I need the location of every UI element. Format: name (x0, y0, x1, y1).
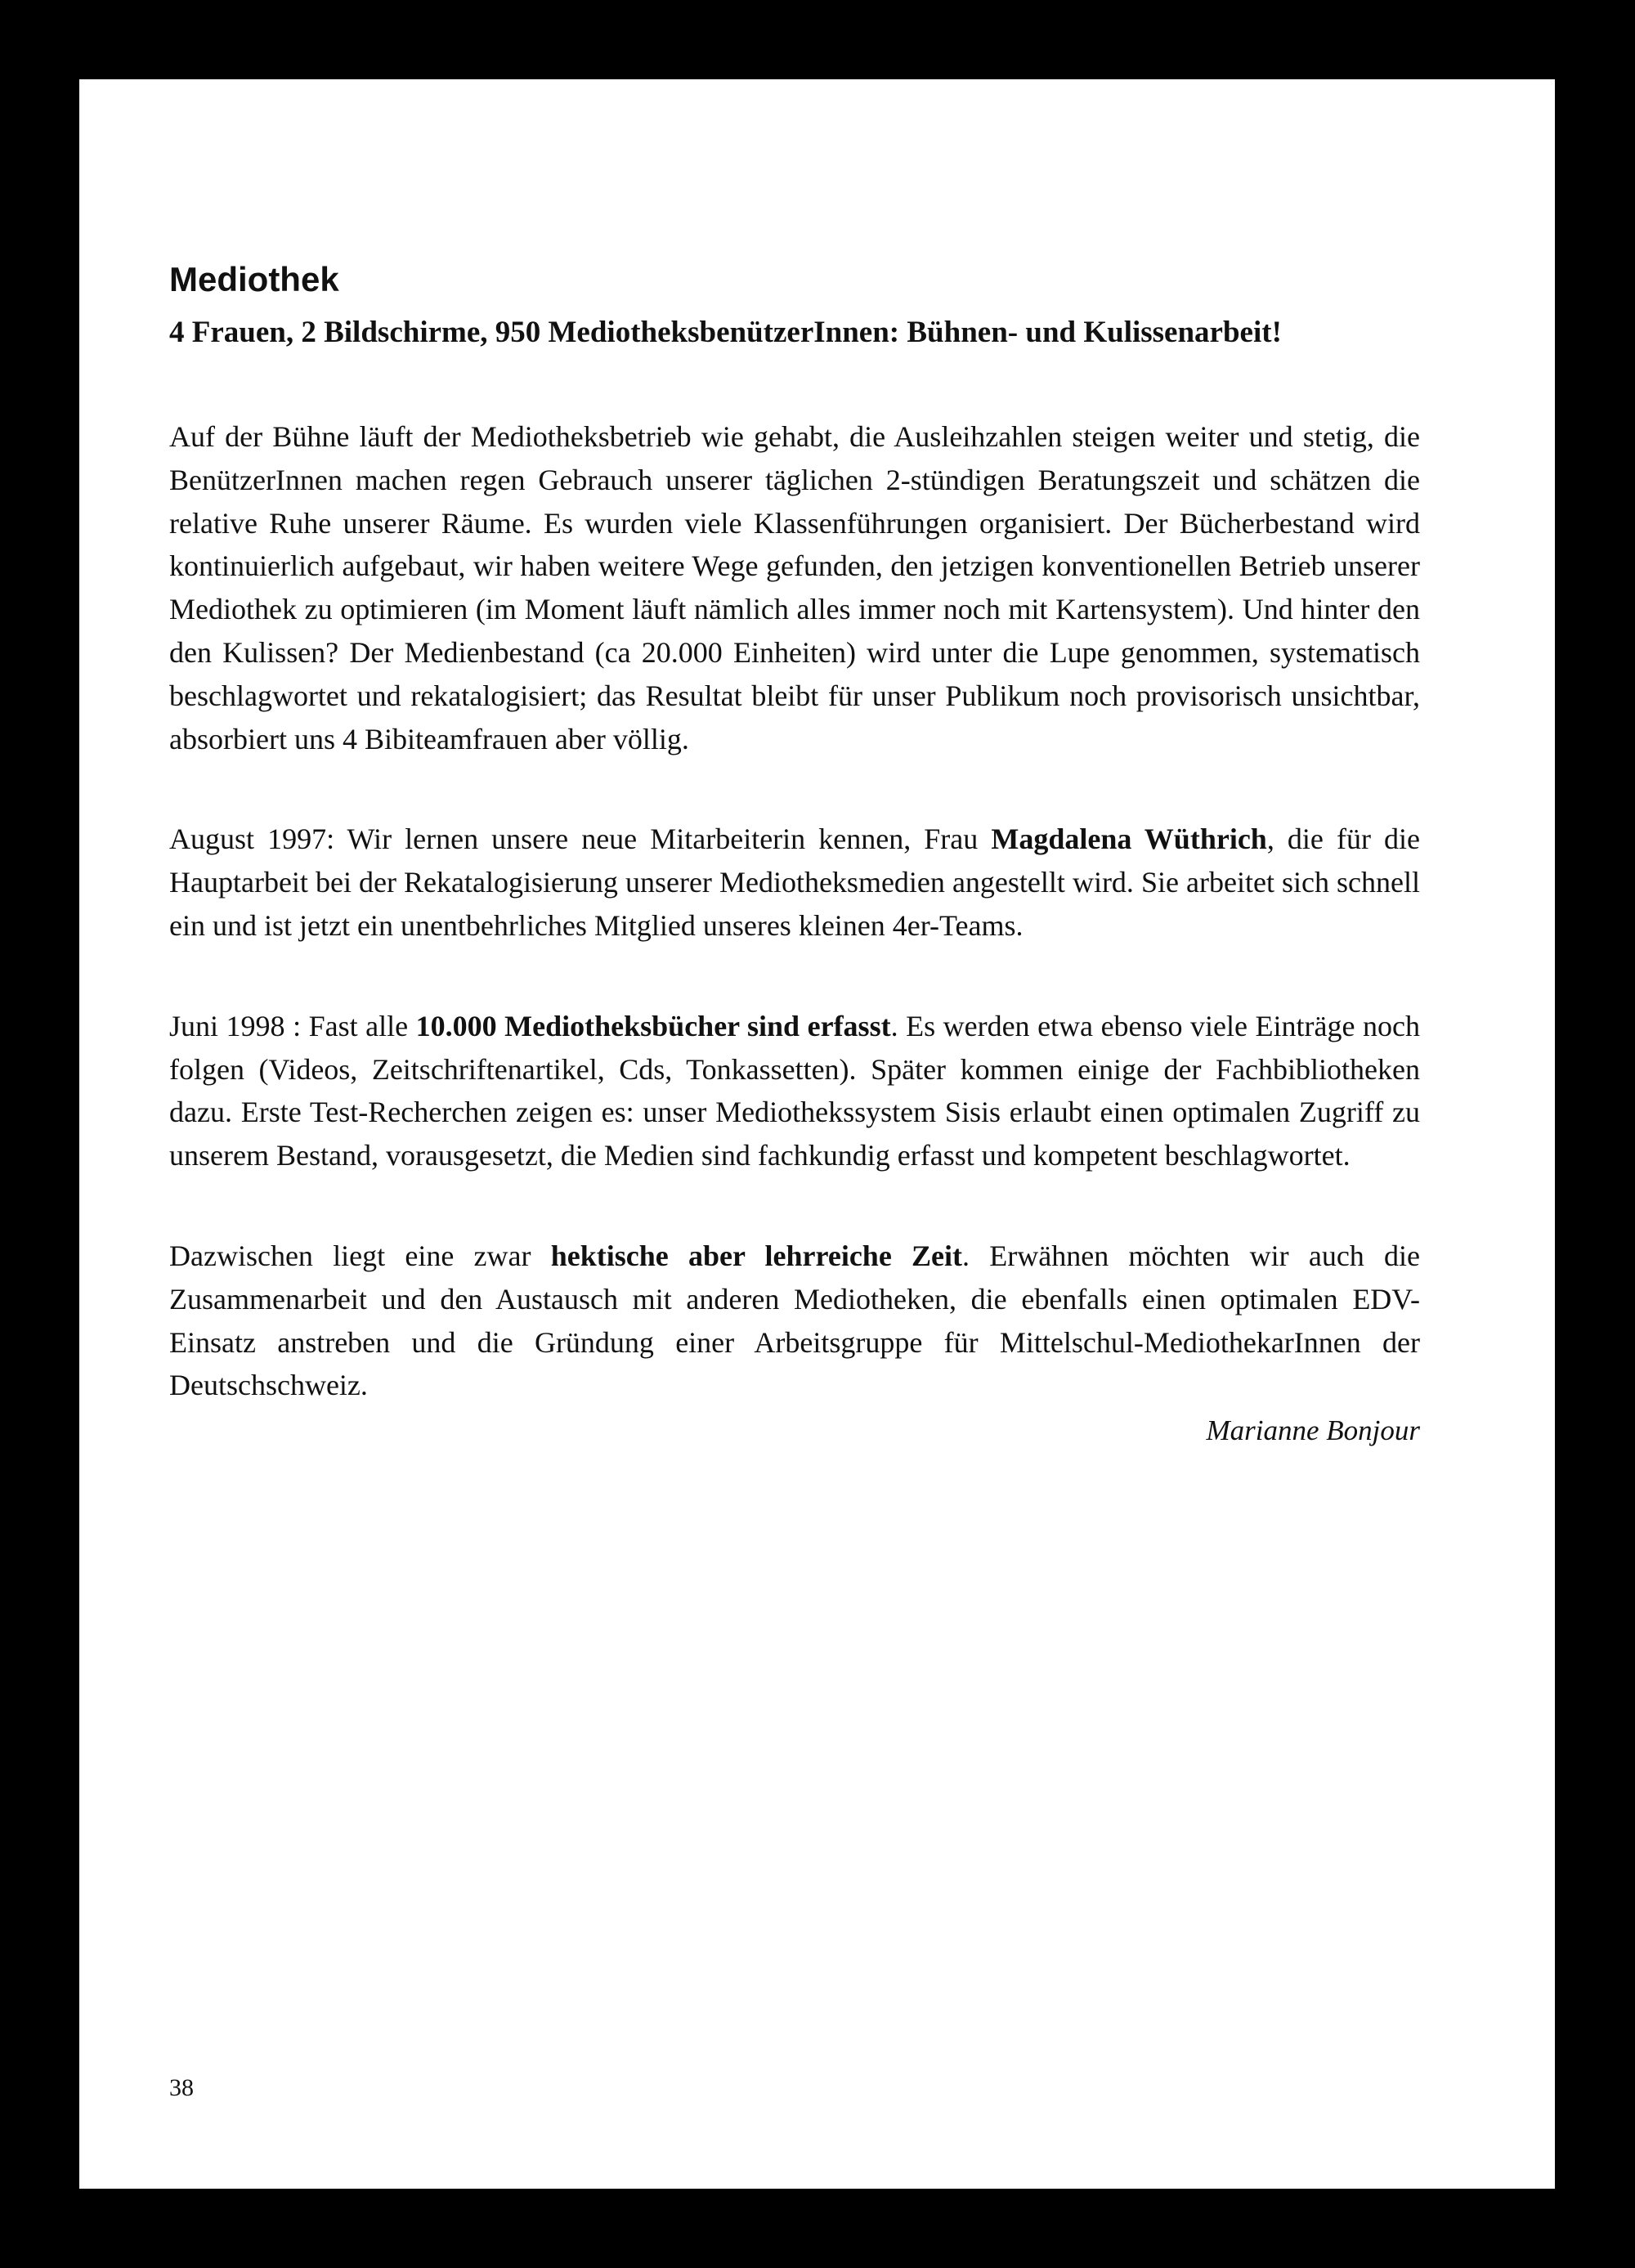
page-number: 38 (169, 2074, 194, 2101)
paragraph-text: Juni 1998 : Fast alle (169, 1009, 416, 1042)
paragraph-text: August 1997: Wir lernen unsere neue Mitarbeiterin kennen, Frau (169, 822, 992, 856)
article-subtitle: 4 Frauen, 2 Bildschirme, 950 MediotheksbenützerInnen: Bühnen- und Kulissenarbeit! (169, 316, 1282, 349)
paragraph-text: . Erwähnen möchten wir auch die Zusammenarbeit und den Austausch mit anderen Mediotheken, die ebenfalls einen optimalen EDV-Einsatz anstreben und die Gründung einer Arbeitsgruppe für Mittelschul-MediothekarInnen der Deutschschweiz. (169, 1239, 1421, 1402)
paragraph-stage-work: Auf der Bühne läuft der Mediotheksbetrieb wie gehabt, die Ausleihzahlen steigen weiter und stetig, die BenützerInnen machen regen Gebrauch unserer täglichen 2-stündigen Beratungszeit und schätzen die relative Ruhe unserer Räume. Es wurden viele Klassenführungen organisiert. Der Bücherbestand wird kontinuierlich aufgebaut, wir haben weitere Wege gefunden, den jetzigen konventionellen Betrieb unserer Mediothek zu optimieren (im Moment läuft nämlich alles immer noch mit Kartensystem). Und hinter den den Kulissen? Der Medienbestand (ca 20.000 Einheiten) wird unter die Lupe genommen, systematisch beschlagwortet und rekatalogisiert; das Resultat bleibt für unser Publikum noch provisorisch unsichtbar, absorbiert uns 4 Bibiteamfrauen aber völlig. (169, 420, 1420, 755)
highlight-phrase: hektische aber lehrreiche Zeit (550, 1239, 963, 1272)
paragraph-text: , die für die Hauptarbeit bei der Rekatalogisierung unserer Mediotheksmedien angestellt wird. Sie arbeitet sich schnell ein und ist jetzt ein unentbehrliches Mitglied unseres kleinen 4er-Teams. (169, 822, 1421, 942)
paragraph-text: Dazwischen liegt eine zwar (169, 1239, 551, 1272)
paragraph-text: . Es werden etwa ebenso viele Einträge noch folgen (Videos, Zeitschriftenartikel, Cds, Tonkassetten). Später kommen einige der Fachbibliotheken dazu. Erste Test-Recherchen zeigen es: unser Mediothekssystem Sisis erlaubt einen optimalen Zugriff zu unserem Bestand, vorausgesetzt, die Medien sind fachkundig erfasst und kompetent beschlagwortet. (169, 1009, 1420, 1172)
paragraph-june-1998 (169, 1005, 1420, 1177)
document-page (79, 79, 1555, 2189)
article (169, 255, 1420, 1451)
highlight-name: Magdalena Wüthrich (991, 822, 1267, 856)
section-heading: Mediothek (169, 260, 339, 298)
paragraph-meanwhile (169, 1235, 1420, 1407)
paragraph-august-1997 (169, 818, 1420, 947)
author-signature: Marianne Bonjour (1206, 1414, 1420, 1447)
highlight-count: 10.000 Mediotheksbücher sind erfasst (415, 1009, 891, 1042)
